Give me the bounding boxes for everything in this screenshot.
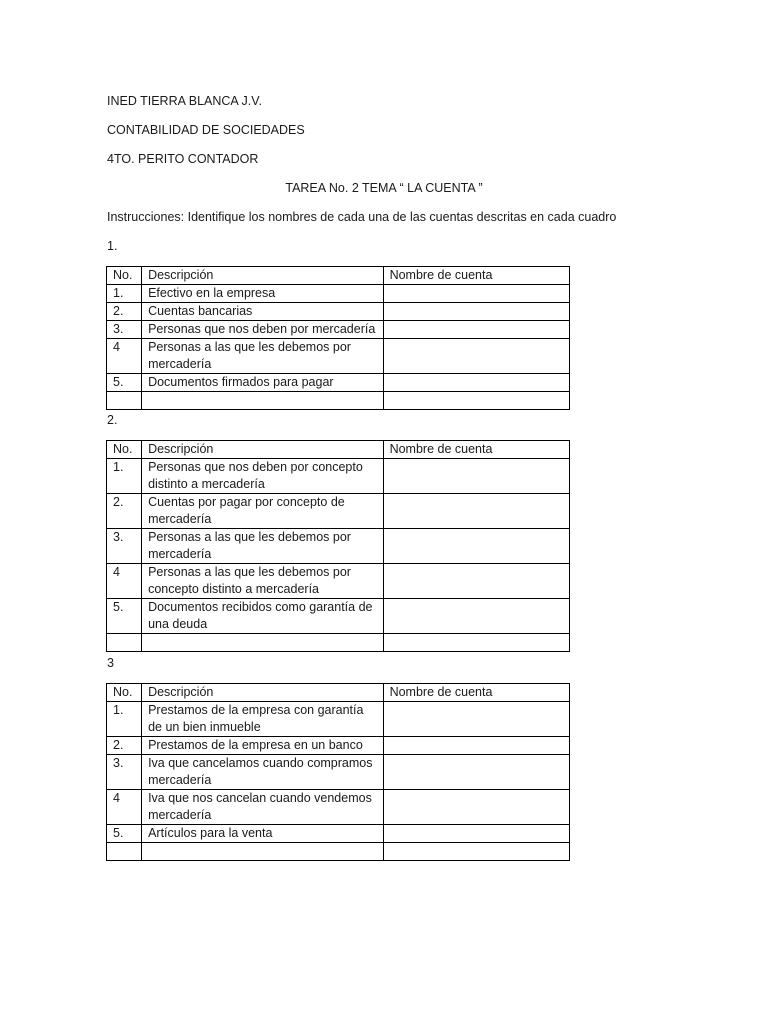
table-row xyxy=(107,374,570,392)
table-header-row xyxy=(107,441,570,459)
account-name-cell[interactable] xyxy=(383,285,569,303)
account-name-cell[interactable] xyxy=(383,634,569,652)
table-row xyxy=(107,339,570,374)
table-row xyxy=(107,494,570,529)
row-description: Artículos para la venta xyxy=(142,825,384,843)
account-name-cell[interactable] xyxy=(383,843,569,861)
row-description xyxy=(142,392,384,410)
accounts-table-1 xyxy=(106,266,570,410)
table-row xyxy=(107,321,570,339)
account-name-cell[interactable] xyxy=(383,339,569,374)
account-name-cell[interactable] xyxy=(383,790,569,825)
account-name-cell[interactable] xyxy=(383,459,569,494)
table-row xyxy=(107,285,570,303)
col-header-no: No. xyxy=(107,684,142,702)
row-description: Personas a las que les debemos por mercadería xyxy=(142,339,384,374)
row-number: 3. xyxy=(107,321,142,339)
table-row xyxy=(107,459,570,494)
col-header-no: No. xyxy=(107,441,142,459)
table-row xyxy=(107,599,570,634)
row-description: Personas a las que les debemos por mercadería xyxy=(142,529,384,564)
row-number xyxy=(107,634,142,652)
account-name-cell[interactable] xyxy=(383,755,569,790)
table-row xyxy=(107,529,570,564)
row-description: Cuentas por pagar por concepto de mercadería xyxy=(142,494,384,529)
col-header-description: Descripción xyxy=(142,441,384,459)
account-name-cell[interactable] xyxy=(383,392,569,410)
table-row xyxy=(107,825,570,843)
section-label-2: 2. xyxy=(107,413,118,427)
row-number: 1. xyxy=(107,285,142,303)
row-number: 5. xyxy=(107,825,142,843)
row-description: Efectivo en la empresa xyxy=(142,285,384,303)
table-header-row xyxy=(107,267,570,285)
account-name-cell[interactable] xyxy=(383,825,569,843)
row-number: 5. xyxy=(107,374,142,392)
table-row-empty xyxy=(107,392,570,410)
account-name-cell[interactable] xyxy=(383,599,569,634)
row-number: 2. xyxy=(107,494,142,529)
row-number xyxy=(107,843,142,861)
grade-label: 4TO. PERITO CONTADOR xyxy=(107,152,259,166)
row-description: Prestamos de la empresa en un banco xyxy=(142,737,384,755)
account-name-cell[interactable] xyxy=(383,374,569,392)
row-number: 3. xyxy=(107,755,142,790)
row-description: Personas que nos deben por mercadería xyxy=(142,321,384,339)
row-number: 3. xyxy=(107,529,142,564)
table-row-empty xyxy=(107,843,570,861)
col-header-description: Descripción xyxy=(142,684,384,702)
table-row xyxy=(107,790,570,825)
col-header-description: Descripción xyxy=(142,267,384,285)
table-row xyxy=(107,303,570,321)
row-number: 5. xyxy=(107,599,142,634)
row-description: Iva que cancelamos cuando compramos mercadería xyxy=(142,755,384,790)
course-name: CONTABILIDAD DE SOCIEDADES xyxy=(107,123,305,137)
table-row xyxy=(107,755,570,790)
row-description xyxy=(142,843,384,861)
row-description: Iva que nos cancelan cuando vendemos mercadería xyxy=(142,790,384,825)
assignment-title: TAREA No. 2 TEMA “ LA CUENTA ” xyxy=(285,181,483,195)
account-name-cell[interactable] xyxy=(383,564,569,599)
instructions: Instrucciones: Identifique los nombres de cada una de las cuentas descritas en cada cuadro xyxy=(107,210,617,224)
row-number xyxy=(107,392,142,410)
row-number: 2. xyxy=(107,303,142,321)
table-row xyxy=(107,564,570,599)
col-header-account-name: Nombre de cuenta xyxy=(383,684,569,702)
account-name-cell[interactable] xyxy=(383,529,569,564)
row-number: 1. xyxy=(107,702,142,737)
section-label-1: 1. xyxy=(107,239,118,253)
accounts-table-2 xyxy=(106,440,570,652)
row-description: Prestamos de la empresa con garantía de un bien inmueble xyxy=(142,702,384,737)
school-name: INED TIERRA BLANCA J.V. xyxy=(107,94,262,108)
row-number: 4 xyxy=(107,790,142,825)
col-header-no: No. xyxy=(107,267,142,285)
section-label-3: 3 xyxy=(107,656,114,670)
row-description: Documentos recibidos como garantía de una deuda xyxy=(142,599,384,634)
col-header-account-name: Nombre de cuenta xyxy=(383,267,569,285)
account-name-cell[interactable] xyxy=(383,321,569,339)
row-number: 1. xyxy=(107,459,142,494)
col-header-account-name: Nombre de cuenta xyxy=(383,441,569,459)
table-header-row xyxy=(107,684,570,702)
accounts-table-3 xyxy=(106,683,570,861)
account-name-cell[interactable] xyxy=(383,737,569,755)
row-number: 4 xyxy=(107,339,142,374)
row-description: Cuentas bancarias xyxy=(142,303,384,321)
row-number: 2. xyxy=(107,737,142,755)
table-row xyxy=(107,737,570,755)
row-description: Documentos firmados para pagar xyxy=(142,374,384,392)
account-name-cell[interactable] xyxy=(383,702,569,737)
row-description xyxy=(142,634,384,652)
account-name-cell[interactable] xyxy=(383,303,569,321)
table-row-empty xyxy=(107,634,570,652)
account-name-cell[interactable] xyxy=(383,494,569,529)
row-description: Personas a las que les debemos por concepto distinto a mercadería xyxy=(142,564,384,599)
row-description: Personas que nos deben por concepto distinto a mercadería xyxy=(142,459,384,494)
table-row xyxy=(107,702,570,737)
row-number: 4 xyxy=(107,564,142,599)
